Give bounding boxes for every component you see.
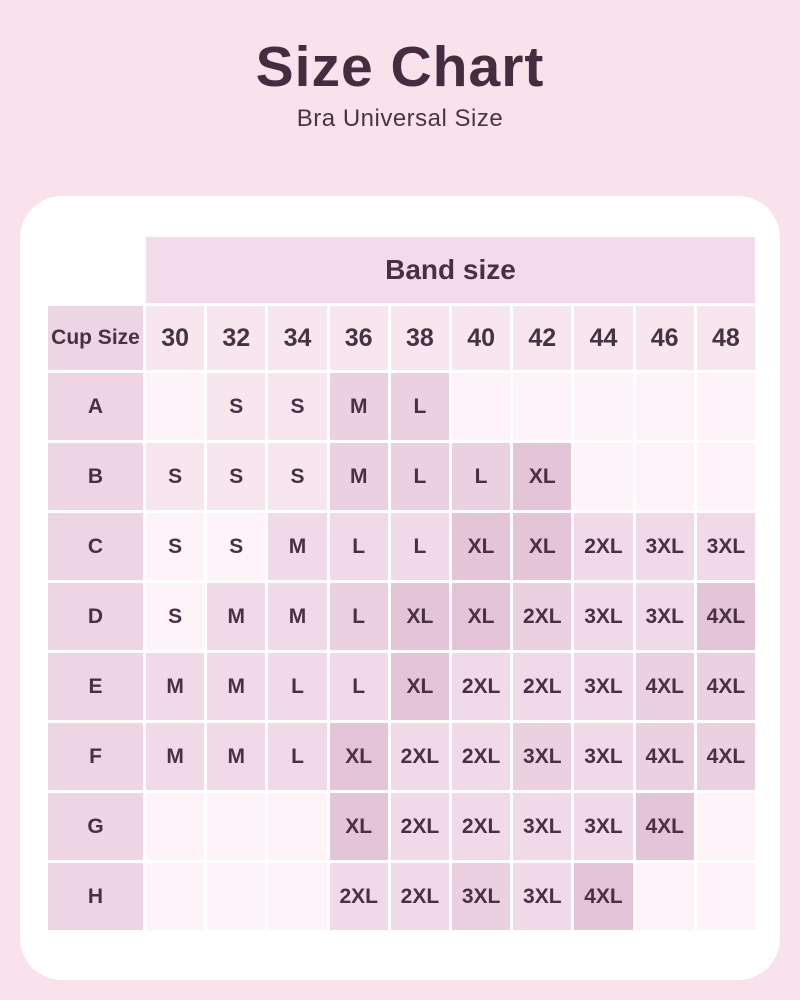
- size-cell-E-34: L: [268, 653, 326, 720]
- size-cell-G-46: 4XL: [636, 793, 694, 860]
- size-cell-H-40: 3XL: [452, 863, 510, 930]
- size-cell-C-30: S: [146, 513, 204, 580]
- size-cell-C-34: M: [268, 513, 326, 580]
- cup-row-label-H: H: [48, 863, 143, 930]
- band-size-40: 40: [452, 306, 510, 370]
- size-cell-G-34: [268, 793, 326, 860]
- size-cell-B-42: XL: [513, 443, 571, 510]
- size-cell-E-42: 2XL: [513, 653, 571, 720]
- size-cell-F-46: 4XL: [636, 723, 694, 790]
- header: [0, 0, 800, 133]
- size-cell-A-30: [146, 373, 204, 440]
- size-cell-H-48: [697, 863, 755, 930]
- size-cell-A-38: L: [391, 373, 449, 440]
- size-chart-card: [20, 196, 780, 980]
- size-cell-B-44: [574, 443, 632, 510]
- size-cell-G-30: [146, 793, 204, 860]
- size-cell-C-46: 3XL: [636, 513, 694, 580]
- size-cell-D-34: M: [268, 583, 326, 650]
- size-cell-C-44: 2XL: [574, 513, 632, 580]
- size-cell-D-30: S: [146, 583, 204, 650]
- band-size-44: 44: [574, 306, 632, 370]
- size-cell-F-34: L: [268, 723, 326, 790]
- size-cell-H-32: [207, 863, 265, 930]
- size-cell-B-46: [636, 443, 694, 510]
- size-cell-G-38: 2XL: [391, 793, 449, 860]
- size-cell-D-46: 3XL: [636, 583, 694, 650]
- size-cell-B-38: L: [391, 443, 449, 510]
- band-size-30: 30: [146, 306, 204, 370]
- cup-size-header: Cup Size: [48, 306, 143, 370]
- cup-row-label-E: E: [48, 653, 143, 720]
- size-cell-C-32: S: [207, 513, 265, 580]
- size-cell-B-48: [697, 443, 755, 510]
- size-cell-D-38: XL: [391, 583, 449, 650]
- size-cell-C-40: XL: [452, 513, 510, 580]
- size-cell-F-30: M: [146, 723, 204, 790]
- cup-row-label-D: D: [48, 583, 143, 650]
- size-cell-E-36: L: [330, 653, 388, 720]
- size-cell-D-40: XL: [452, 583, 510, 650]
- page-title: Size Chart: [255, 35, 545, 99]
- size-cell-A-34: S: [268, 373, 326, 440]
- band-size-42: 42: [513, 306, 571, 370]
- size-cell-C-42: XL: [513, 513, 571, 580]
- band-size-48: 48: [697, 306, 755, 370]
- size-cell-C-48: 3XL: [697, 513, 755, 580]
- size-cell-H-36: 2XL: [330, 863, 388, 930]
- size-cell-B-40: L: [452, 443, 510, 510]
- size-cell-E-32: M: [207, 653, 265, 720]
- cup-row-label-C: C: [48, 513, 143, 580]
- size-cell-D-48: 4XL: [697, 583, 755, 650]
- size-cell-D-32: M: [207, 583, 265, 650]
- size-cell-F-48: 4XL: [697, 723, 755, 790]
- size-cell-F-40: 2XL: [452, 723, 510, 790]
- size-cell-D-36: L: [330, 583, 388, 650]
- size-cell-B-34: S: [268, 443, 326, 510]
- corner-spacer: [48, 237, 143, 303]
- size-cell-F-38: 2XL: [391, 723, 449, 790]
- size-cell-G-32: [207, 793, 265, 860]
- size-cell-A-40: [452, 373, 510, 440]
- size-cell-B-30: S: [146, 443, 204, 510]
- size-cell-B-32: S: [207, 443, 265, 510]
- size-cell-F-36: XL: [330, 723, 388, 790]
- size-cell-A-32: S: [207, 373, 265, 440]
- size-cell-D-44: 3XL: [574, 583, 632, 650]
- size-cell-G-40: 2XL: [452, 793, 510, 860]
- cup-row-label-G: G: [48, 793, 143, 860]
- size-cell-F-32: M: [207, 723, 265, 790]
- size-cell-E-40: 2XL: [452, 653, 510, 720]
- size-cell-G-42: 3XL: [513, 793, 571, 860]
- cup-row-label-F: F: [48, 723, 143, 790]
- size-cell-H-46: [636, 863, 694, 930]
- size-cell-F-44: 3XL: [574, 723, 632, 790]
- cup-row-label-B: B: [48, 443, 143, 510]
- size-cell-E-38: XL: [391, 653, 449, 720]
- size-cell-H-38: 2XL: [391, 863, 449, 930]
- size-cell-G-36: XL: [330, 793, 388, 860]
- size-cell-A-44: [574, 373, 632, 440]
- size-cell-A-36: M: [330, 373, 388, 440]
- size-cell-C-36: L: [330, 513, 388, 580]
- band-size-36: 36: [330, 306, 388, 370]
- size-cell-H-30: [146, 863, 204, 930]
- size-cell-A-46: [636, 373, 694, 440]
- size-cell-G-44: 3XL: [574, 793, 632, 860]
- size-cell-G-48: [697, 793, 755, 860]
- size-cell-C-38: L: [391, 513, 449, 580]
- band-size-34: 34: [268, 306, 326, 370]
- size-chart-table: [48, 237, 755, 930]
- size-cell-B-36: M: [330, 443, 388, 510]
- band-size-46: 46: [636, 306, 694, 370]
- cup-row-label-A: A: [48, 373, 143, 440]
- size-cell-A-48: [697, 373, 755, 440]
- size-cell-E-44: 3XL: [574, 653, 632, 720]
- size-cell-E-48: 4XL: [697, 653, 755, 720]
- page-subtitle: Bra Universal Size: [296, 104, 504, 132]
- band-size-header: Band size: [146, 237, 755, 303]
- band-size-38: 38: [391, 306, 449, 370]
- size-cell-H-44: 4XL: [574, 863, 632, 930]
- size-cell-E-30: M: [146, 653, 204, 720]
- size-cell-H-34: [268, 863, 326, 930]
- band-size-32: 32: [207, 306, 265, 370]
- size-cell-A-42: [513, 373, 571, 440]
- size-cell-E-46: 4XL: [636, 653, 694, 720]
- size-cell-H-42: 3XL: [513, 863, 571, 930]
- size-cell-D-42: 2XL: [513, 583, 571, 650]
- size-cell-F-42: 3XL: [513, 723, 571, 790]
